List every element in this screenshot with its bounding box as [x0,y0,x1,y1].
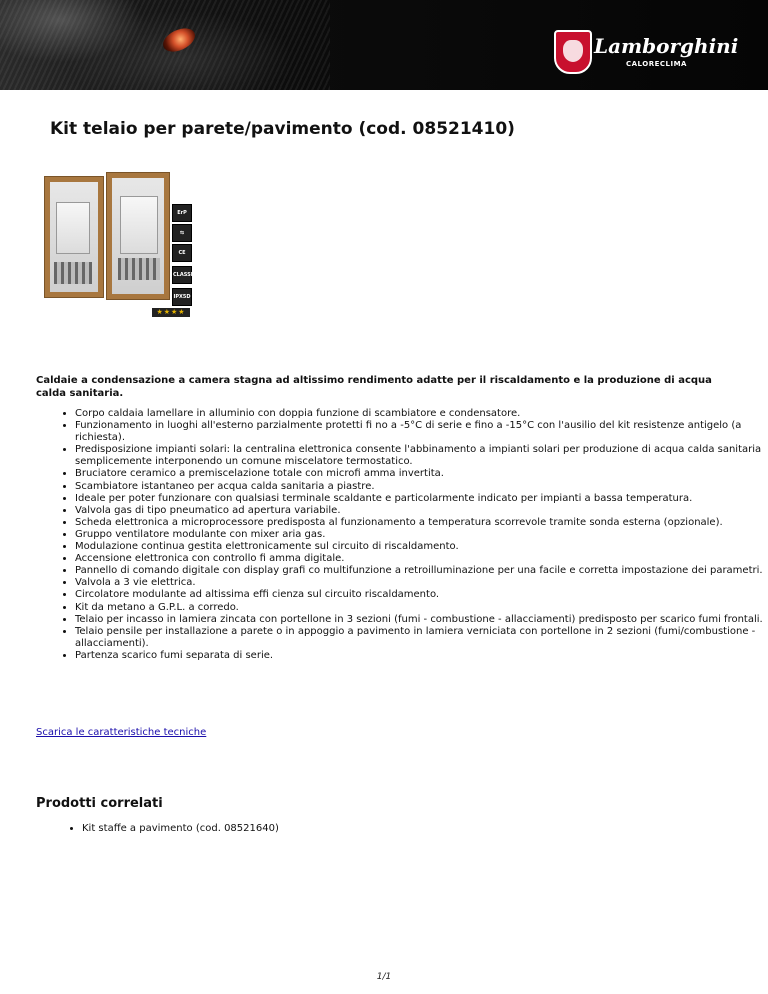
class-5-badge-icon: CLASSE [172,266,192,284]
boiler-unit-image [120,196,158,254]
brand-logo[interactable] [554,30,739,76]
list-item: • Predisposizione impianti solari: la centralina elettronica consente l'abbinamento a impianti solari per produzione di acqua calda sanitaria semplicemente interponendo un comune miscelatore termostatico. [75,444,768,468]
list-item: • Ideale per poter funzionare con qualsiasi terminale scaldante e particolarmente indicato per impianti a bassa temperatura. [75,493,768,505]
related-list [36,822,279,835]
product-intro: Caldaie a condensazione a camera stagna ad altissimo rendimento adatte per il riscaldamento e la produzione di acqua calda sanitaria. [36,375,712,399]
list-item: • Scambiatore istantaneo per acqua calda sanitaria a piastre. [75,481,768,493]
recessed-frame-image [44,176,104,298]
page-number: 1/1 [376,972,392,982]
list-item: • Bruciatore ceramico a premiscelazione totale con microfi amma invertita. [75,468,768,480]
related-item: • Kit staffe a pavimento (cod. 08521640) [82,822,279,835]
brand-name: Lamborghini [594,34,739,58]
feature-list [36,408,768,662]
product-image [44,172,194,320]
list-item: • Accensione elettronica con controllo fi amma digitale. [75,553,768,565]
rating-stars-icon: ★★★★ [152,308,190,317]
bull-shield-icon [554,30,592,74]
list-item: • Telaio per incasso in lamiera zincata con portellone in 3 sezioni (fumi - combustione - allacciamenti) predisposto per scarico fumi frontali. [75,614,768,626]
product-title: Kit telaio per parete/pavimento (cod. 08521410) [50,119,515,139]
list-item: • Funzionamento in luoghi all'esterno parzialmente protetti fi no a -5°C di serie e fino a -15°C con l'ausilio del kit resistenze antigelo (a richiesta). [75,420,768,444]
ce-badge-icon: CE [172,244,192,262]
list-item: • Modulazione continua gestita elettronicamente sul circuito di riscaldamento. [75,541,768,553]
list-item: • Scheda elettronica a microprocessore predisposta al funzionamento a temperatura scorrevole tramite sonda esterna (opzionale). [75,517,768,529]
list-item: • Kit da metano a G.P.L. a corredo. [75,602,768,614]
list-item: • Telaio pensile per installazione a parete o in appoggio a pavimento in lamiera verniciata con portellone in 2 sezioni (fumi/combustione - allacciamenti). [75,626,768,650]
erp-badge-icon: ErP [172,204,192,222]
list-item: • Valvola a 3 vie elettrica. [75,577,768,589]
pipes-image [54,262,92,284]
header-banner [0,0,768,90]
ipx5d-badge-icon: IPX5D [172,288,192,306]
wall-frame-image [106,172,170,300]
flow-badge-icon: ⇆ [172,224,192,242]
boiler-unit-image [56,202,90,254]
related-heading: Prodotti correlati [36,796,163,811]
download-specs-link[interactable]: Scarica le caratteristiche tecniche [36,727,207,738]
list-item: • Gruppo ventilatore modulante con mixer aria gas. [75,529,768,541]
brand-subtitle: CALORECLIMA [626,60,687,68]
pipes-image [118,258,160,280]
list-item: • Corpo caldaia lamellare in alluminio con doppia funzione di scambiatore e condensatore. [75,408,768,420]
list-item: • Circolatore modulante ad altissima effi cienza sul circuito riscaldamento. [75,589,768,601]
list-item: • Valvola gas di tipo pneumatico ad apertura variabile. [75,505,768,517]
list-item: • Partenza scarico fumi separata di serie. [75,650,768,662]
list-item: • Pannello di comando digitale con display grafi co multifunzione a retroilluminazione per una facile e corretta impostazione dei parametri. [75,565,768,577]
